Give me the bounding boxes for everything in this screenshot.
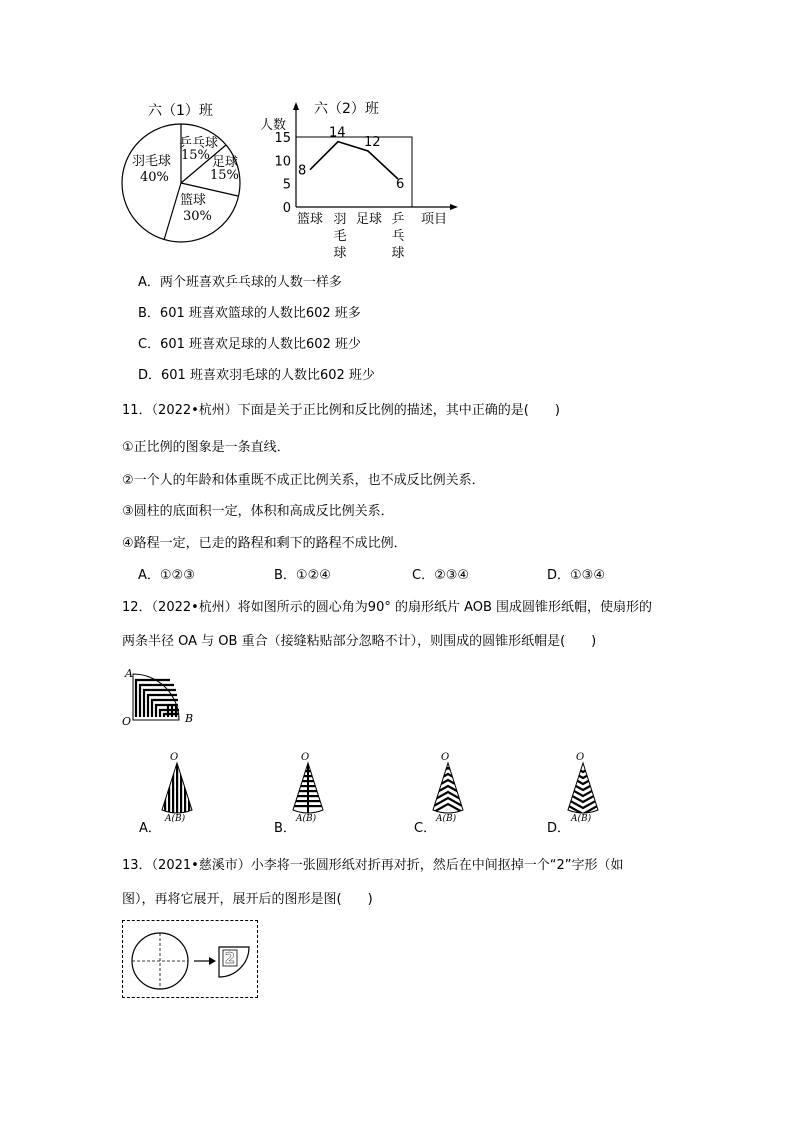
cone-a-drawing — [135, 750, 215, 820]
q11-statement-3: ③圆柱的底面积一定，体积和高成反比例关系． — [122, 504, 394, 519]
sector-label-b: B — [185, 712, 194, 725]
cone-option-d-label: D． — [547, 821, 571, 836]
q12-stem-line1: 12．（2022•杭州）将如图所示的圆心角为90° 的扇形纸片 AOB 围成圆锥形纸帽，使扇形的 — [122, 600, 653, 615]
sector-label-a: A — [125, 667, 133, 680]
cone-base-label: A(B) — [296, 814, 317, 824]
line-chart-figure — [258, 94, 468, 264]
y-tick-label: 5 — [282, 177, 291, 193]
chart-title: 六（2）班 — [314, 101, 379, 117]
line-chart — [258, 94, 468, 264]
cone-c-drawing — [410, 750, 490, 820]
cone-option-c-label: C． — [414, 821, 437, 836]
cone-option-a-label: A． — [139, 821, 161, 836]
q11-stem: 11．（2022•杭州）下面是关于正比例和反比例的描述，其中正确的是( ) — [122, 403, 560, 418]
q12-stem-line2: 两条半径 OA 与 OB 重合（接缝粘贴部分忽略不计），则围成的圆锥形纸帽是( ) — [122, 634, 597, 649]
cone-top-label: O — [301, 752, 310, 763]
x-axis-arrow — [450, 204, 458, 210]
folding-drawing — [123, 921, 259, 999]
data-line — [310, 142, 398, 179]
folding-figure — [122, 920, 258, 998]
x-tick-label: 球 — [391, 246, 405, 261]
q11-option-a: A．①②③ — [138, 568, 195, 583]
cone-d-drawing — [545, 750, 625, 820]
pie-label-pingpong: 乒乓球 — [179, 136, 219, 151]
cone-option-b — [270, 750, 350, 836]
chart-frame — [296, 137, 412, 207]
pie-pct-badminton: 40% — [140, 170, 169, 185]
pie-label-football: 足球 — [212, 155, 239, 170]
data-label: 14 — [329, 125, 346, 141]
y-tick-label: 0 — [282, 201, 291, 216]
y-tick-label: 15 — [274, 131, 291, 146]
cone-top-label: O — [170, 752, 179, 763]
q11-statement-1: ①正比例的图象是一条直线． — [122, 440, 290, 455]
q10-option-b: B．601 班喜欢篮球的人数比602 班多 — [138, 306, 361, 321]
q10-option-d: D．601 班喜欢羽毛球的人数比602 班少 — [138, 368, 375, 383]
q13-stem-line2: 图），再将它展开，展开后的图形是图( ) — [122, 892, 373, 907]
q10-option-c: C．601 班喜欢足球的人数比602 班少 — [138, 337, 361, 352]
sector-figure — [120, 666, 200, 730]
q11-option-d: D．①③④ — [547, 568, 605, 583]
pie-title: 六（1）班 — [148, 103, 213, 119]
cone-base-label: A(B) — [436, 814, 457, 824]
cone-option-d — [545, 750, 625, 836]
q10-option-a: A．两个班喜欢乒乓球的人数一样多 — [138, 275, 342, 290]
data-label: 8 — [298, 163, 307, 179]
cone-option-a — [135, 750, 215, 836]
y-axis-label: 人数 — [260, 118, 287, 133]
data-label: 12 — [364, 135, 381, 150]
x-tick-label: 乓 — [391, 229, 405, 244]
x-tick-label: 足球 — [355, 212, 383, 227]
cone-base-label: A(B) — [571, 814, 592, 824]
x-tick-label: 毛 — [333, 229, 347, 244]
q13-stem-line1: 13．（2021•慈溪市）小李将一张圆形纸对折再对折，然后在中间抠掉一个“2”字形（如 — [122, 858, 624, 873]
q11-statement-2: ②一个人的年龄和体重既不成正比例关系，也不成反比例关系． — [122, 473, 485, 488]
pie-label-basketball: 篮球 — [180, 193, 207, 208]
x-tick-label: 羽 — [333, 212, 347, 227]
pie-pct-basketball: 30% — [183, 209, 212, 224]
q11-statement-4: ④路程一定，已走的路程和剩下的路程不成比例． — [122, 536, 407, 551]
cone-b-drawing — [270, 750, 350, 820]
cut-shape-2: 2 — [224, 949, 236, 967]
cone-option-c — [410, 750, 490, 836]
x-tick-label: 乒 — [391, 212, 405, 227]
pie-figure — [118, 96, 268, 246]
x-tick-label: 篮球 — [296, 212, 324, 227]
q11-option-c: C．②③④ — [412, 568, 470, 583]
pie-pct-football: 15% — [210, 168, 239, 183]
y-tick-label: 10 — [274, 154, 291, 170]
x-tick-label: 球 — [333, 246, 347, 261]
data-label: 6 — [396, 177, 405, 192]
cone-top-label: O — [576, 752, 585, 763]
cone-option-b-label: B． — [274, 821, 296, 836]
pie-pct-pingpong: 15% — [181, 148, 210, 163]
cone-top-label: O — [441, 752, 450, 763]
x-axis-label: 项目 — [420, 212, 448, 227]
q11-option-b: B．①②④ — [274, 568, 331, 583]
sector-label-o: O — [122, 715, 132, 728]
cone-base-label: A(B) — [165, 814, 186, 824]
pie-label-badminton: 羽毛球 — [132, 154, 172, 169]
y-axis-arrow — [293, 102, 299, 110]
